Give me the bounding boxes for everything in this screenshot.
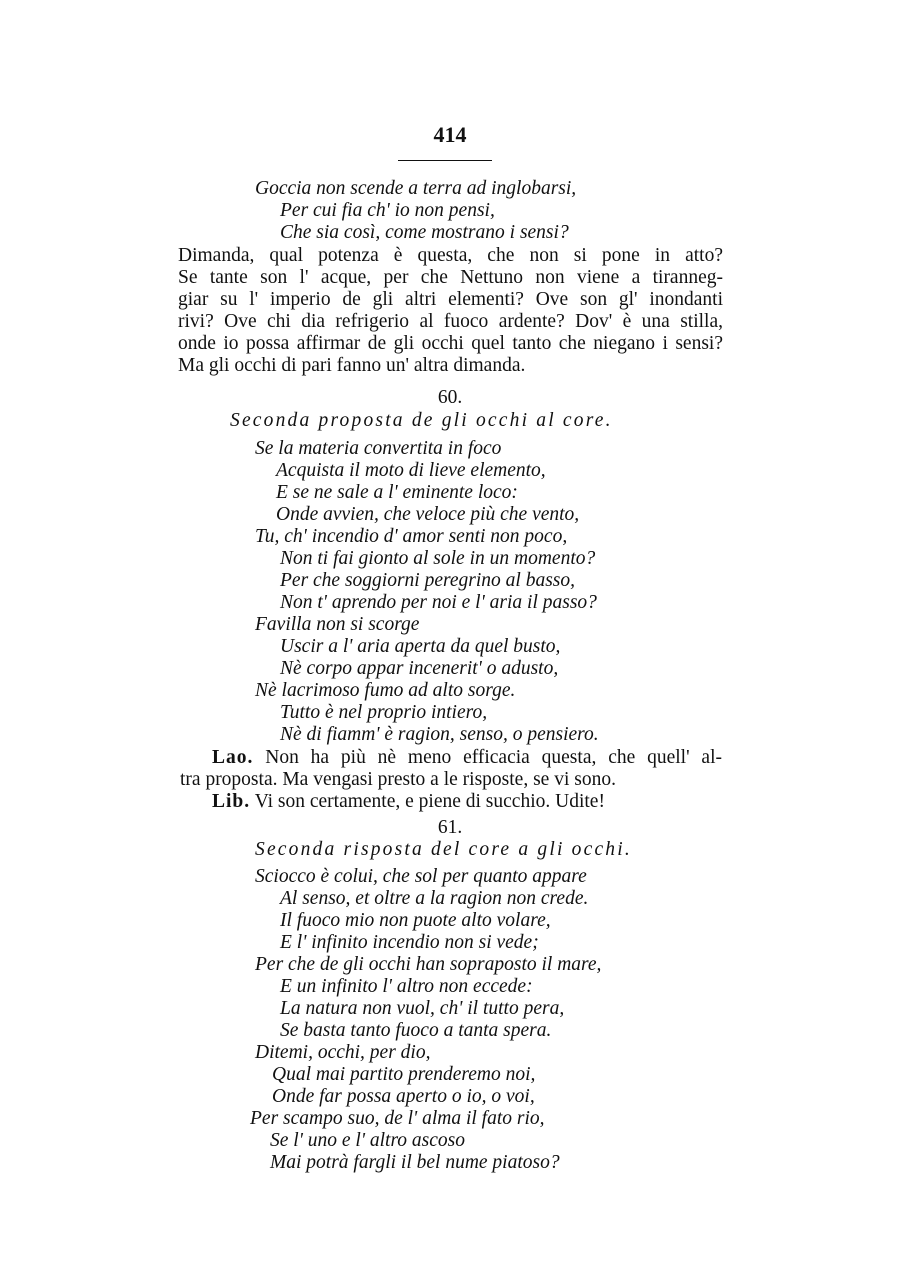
- speaker-lib: Lib.: [212, 791, 251, 812]
- verse-line: Ditemi, occhi, per dio,: [255, 1042, 431, 1063]
- dialogue-text: Vi son certamente, e piene di succhio. Udite!: [254, 791, 605, 812]
- verse-line: Acquista il moto di lieve elemento,: [276, 460, 546, 481]
- verse-line: Tu, ch' incendio d' amor senti non poco,: [255, 526, 568, 547]
- verse-line: Goccia non scende a terra ad inglobarsi,: [255, 178, 577, 199]
- verse-line: Non ti fai gionto al sole in un momento?: [280, 548, 596, 569]
- verse-line: E se ne sale a l' eminente loco:: [276, 482, 518, 503]
- prose-line: giar su l' imperio de gli altri elementi? Ove son gl' inondanti: [178, 289, 723, 310]
- verse-line: Onde avvien, che veloce più che vento,: [276, 504, 580, 525]
- verse-line: Che sia così, come mostrano i sensi?: [280, 222, 569, 243]
- section-heading: Seconda proposta de gli occhi al core.: [230, 410, 613, 431]
- verse-line: Se basta tanto fuoco a tanta spera.: [280, 1020, 552, 1041]
- dialogue-line: tra proposta. Ma vengasi presto a le risposte, se vi sono.: [180, 769, 616, 790]
- verse-line: Uscir a l' aria aperta da quel busto,: [280, 636, 561, 657]
- verse-line: Sciocco è colui, che sol per quanto appare: [255, 866, 587, 887]
- verse-line: E un infinito l' altro non eccede:: [280, 976, 533, 997]
- verse-line: Per che soggiorni peregrino al basso,: [280, 570, 576, 591]
- dialogue-text: Non ha più nè meno efficacia questa, che quell' al-: [265, 747, 723, 768]
- speaker-lao: Lao.: [212, 747, 254, 768]
- verse-line: La natura non vuol, ch' il tutto pera,: [280, 998, 565, 1019]
- verse-line: Non t' aprendo per noi e l' aria il passo?: [280, 592, 597, 613]
- header-rule: [398, 160, 492, 161]
- verse-line: Per scampo suo, de l' alma il fato rio,: [250, 1108, 545, 1129]
- verse-line: Nè di fiamm' è ragion, senso, o pensiero.: [280, 724, 599, 745]
- dialogue-line: [212, 747, 722, 769]
- section-heading: Seconda risposta del core a gli occhi.: [255, 839, 632, 860]
- dialogue-line: [212, 791, 605, 813]
- section-number: 61.: [437, 817, 463, 838]
- prose-line: Se tante son l' acque, per che Nettuno non viene a tiranneg-: [178, 267, 723, 288]
- verse-line: Mai potrà fargli il bel nume piatoso?: [270, 1152, 560, 1173]
- verse-line: Per cui fia ch' io non pensi,: [280, 200, 495, 221]
- verse-line: Se l' uno e l' altro ascoso: [270, 1130, 466, 1151]
- prose-line: Dimanda, qual potenza è questa, che non si pone in atto?: [178, 245, 723, 266]
- verse-line: Al senso, et oltre a la ragion non crede.: [280, 888, 589, 909]
- section-number: 60.: [437, 387, 463, 408]
- verse-line: Se la materia convertita in foco: [255, 438, 502, 459]
- prose-line: Ma gli occhi di pari fanno un' altra dimanda.: [178, 355, 526, 376]
- verse-line: Il fuoco mio non puote alto volare,: [280, 910, 551, 931]
- verse-line: Per che de gli occhi han sopraposto il mare,: [255, 954, 602, 975]
- page-number: 414: [433, 122, 467, 147]
- prose-line: onde io possa affirmar de gli occhi quel tanto che niegano i sensi?: [178, 333, 723, 354]
- verse-line: Nè lacrimoso fumo ad alto sorge.: [255, 680, 516, 701]
- verse-line: Nè corpo appar incenerit' o adusto,: [280, 658, 559, 679]
- verse-line: Qual mai partito prenderemo noi,: [272, 1064, 536, 1085]
- verse-line: Tutto è nel proprio intiero,: [280, 702, 488, 723]
- verse-line: Favilla non si scorge: [255, 614, 420, 635]
- verse-line: Onde far possa aperto o io, o voi,: [272, 1086, 535, 1107]
- prose-line: rivi? Ove chi dia refrigerio al fuoco ardente? Dov' è una stilla,: [178, 311, 723, 332]
- verse-line: E l' infinito incendio non si vede;: [280, 932, 539, 953]
